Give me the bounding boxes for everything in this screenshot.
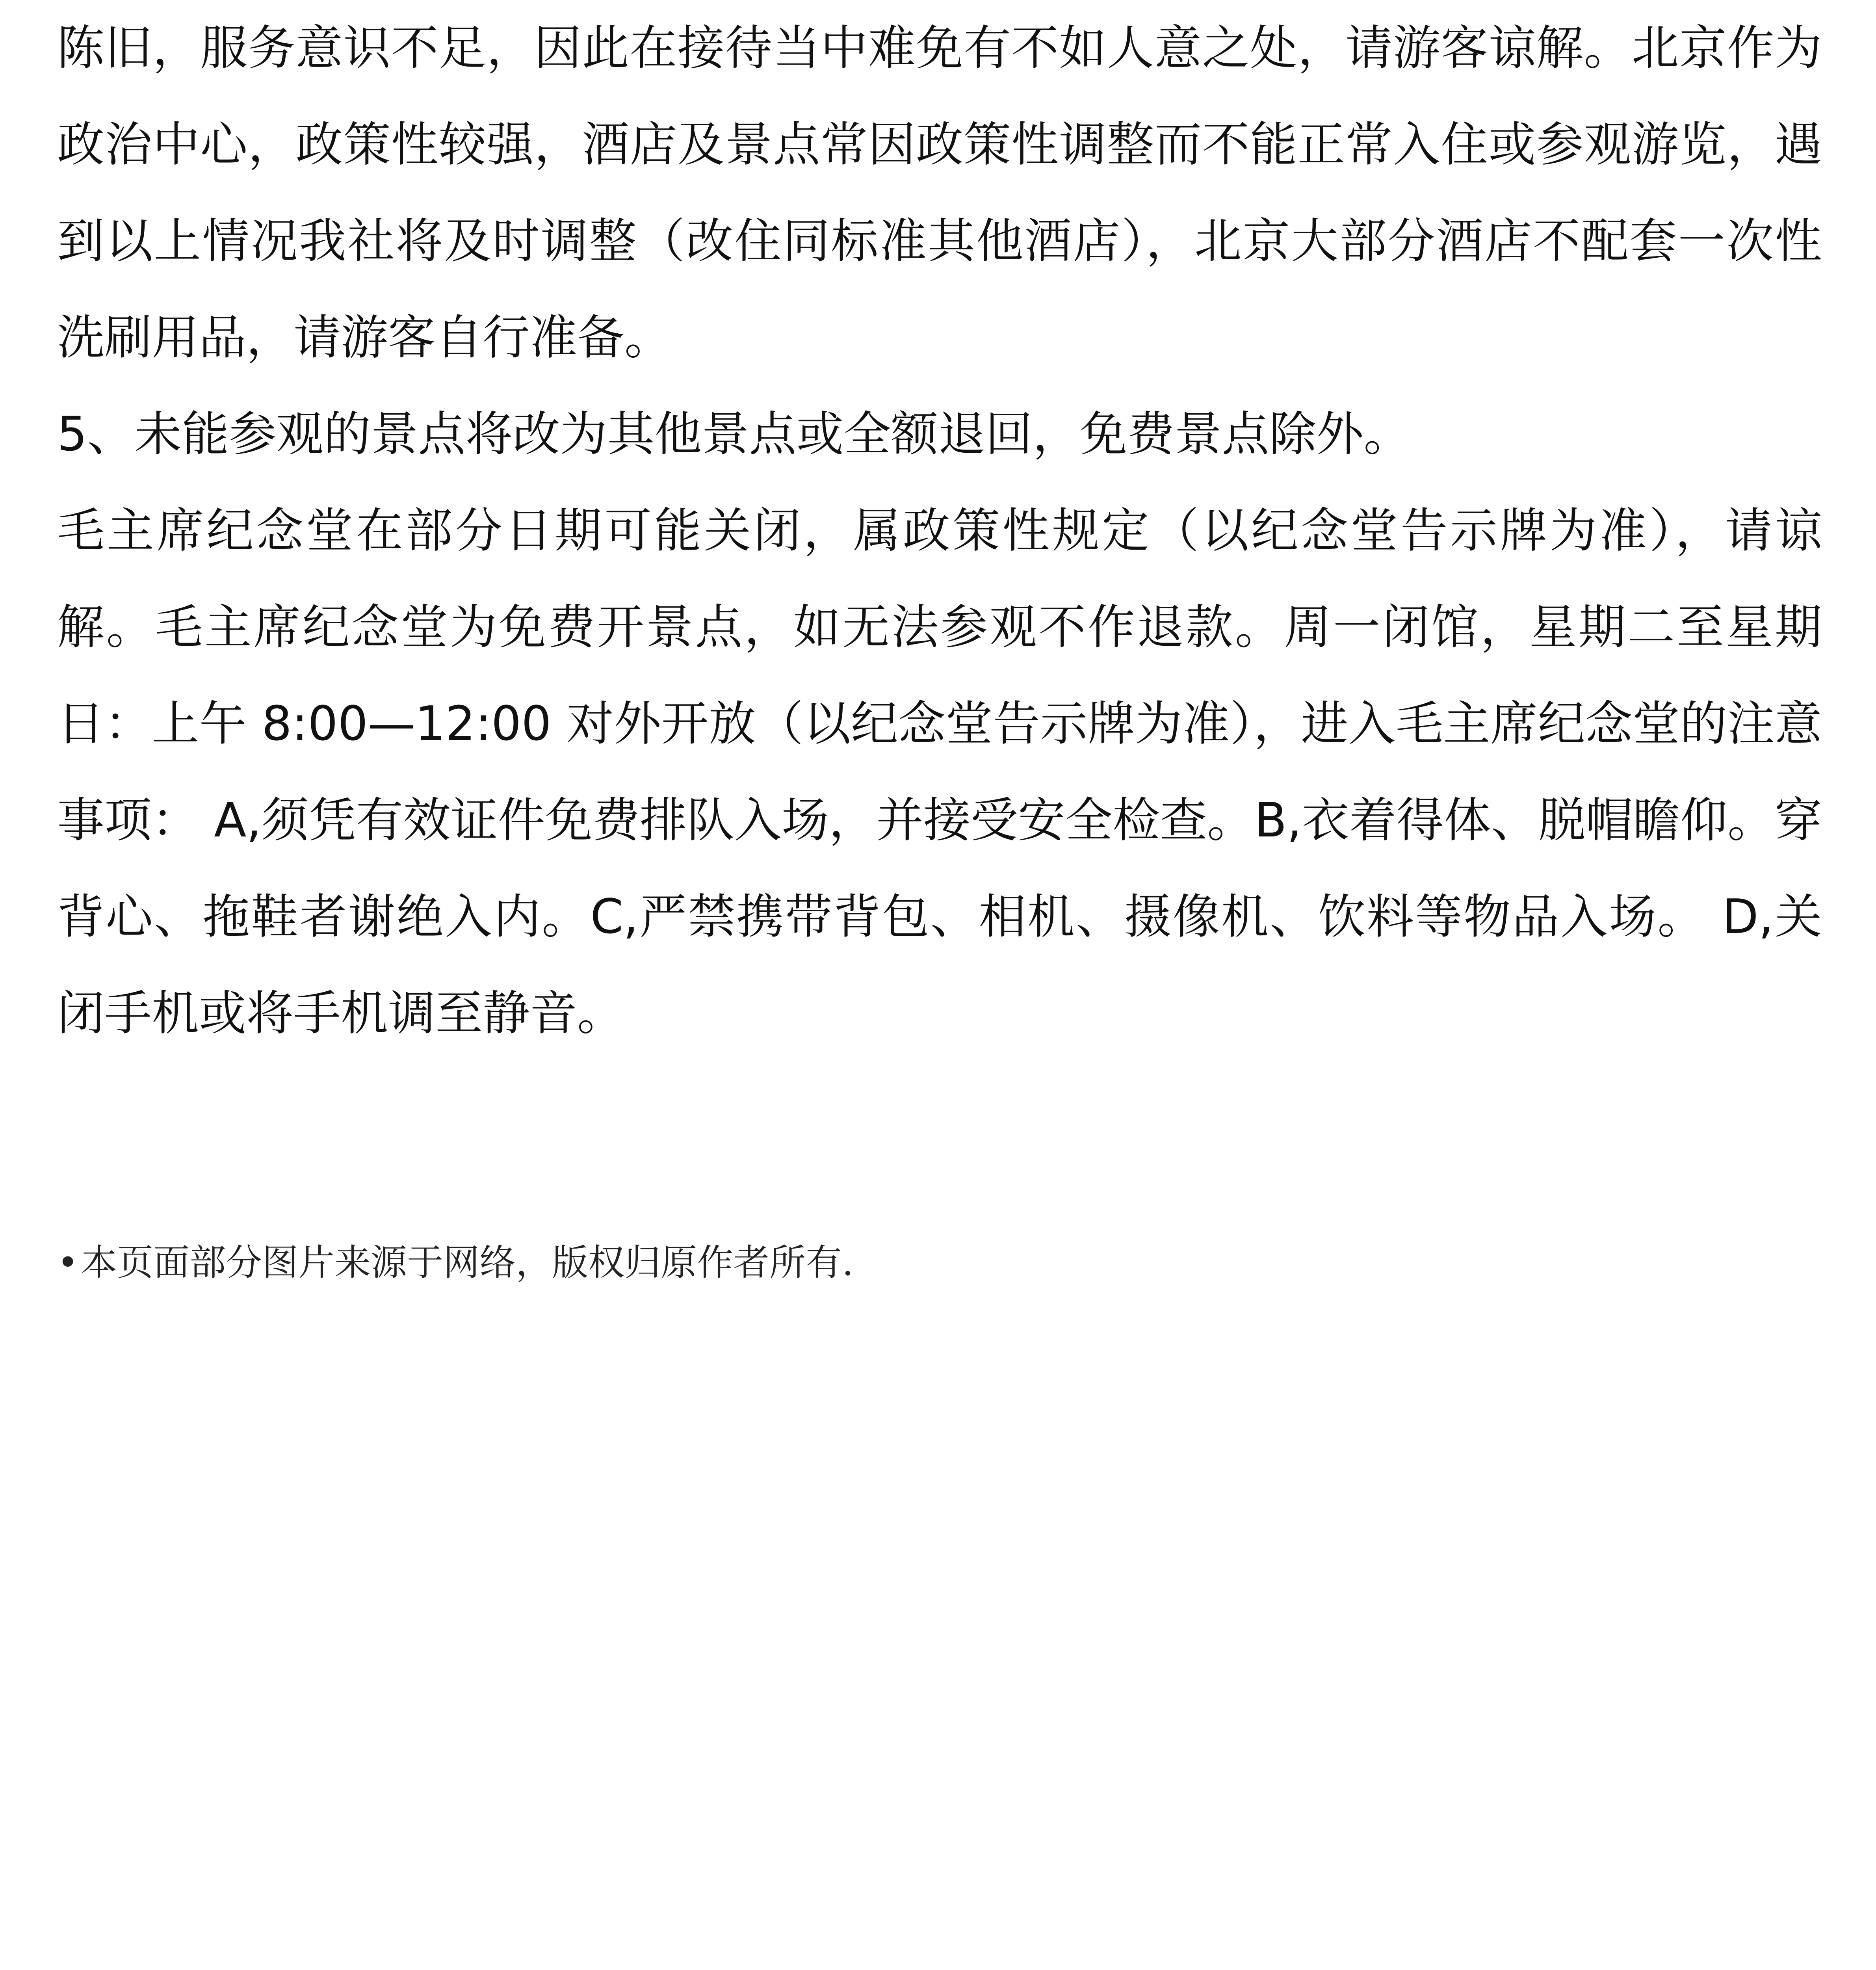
bullet-icon: • bbox=[57, 1241, 79, 1284]
paragraph-memorial-hall: 毛主席纪念堂在部分日期可能关闭，属政策性规定（以纪念堂告示牌为准），请谅解。毛主席纪念堂为免费开景点，如无法参观不作退款。周一闭馆，星期二至星期日：上午 8:00—12:00 对外开放（以纪念堂告示牌为准），进入毛主席纪念堂的注意事项： A,须凭有效证件免费排队入场，并接受安全检查。B,衣着得体、脱帽瞻仰。穿背心、拖鞋者谢绝入内。C,严禁携带背包、相机、摄像机、饮料等物品入场。 D,关闭手机或将手机调至静音。 bbox=[57, 504, 1822, 1041]
copyright-note-text: 本页面部分图片来源于网络，版权归原作者所有. bbox=[81, 1241, 854, 1284]
paragraph-hotel-notice: 陈旧，服务意识不足，因此在接待当中难免有不如人意之处，请游客谅解。北京作为政治中心，政策性较强，酒店及景点常因政策性调整而不能正常入住或参观游览，遇到以上情况我社将及时调整（改住同标准其他酒店），北京大部分酒店不配套一次性洗刷用品，请游客自行准备。 bbox=[57, 21, 1822, 365]
body-text bbox=[57, 0, 1822, 1062]
paragraph-refund-policy: 5、未能参观的景点将改为其他景点或全额退回，免费景点除外。 bbox=[57, 407, 1411, 462]
copyright-note bbox=[57, 1237, 1822, 1288]
